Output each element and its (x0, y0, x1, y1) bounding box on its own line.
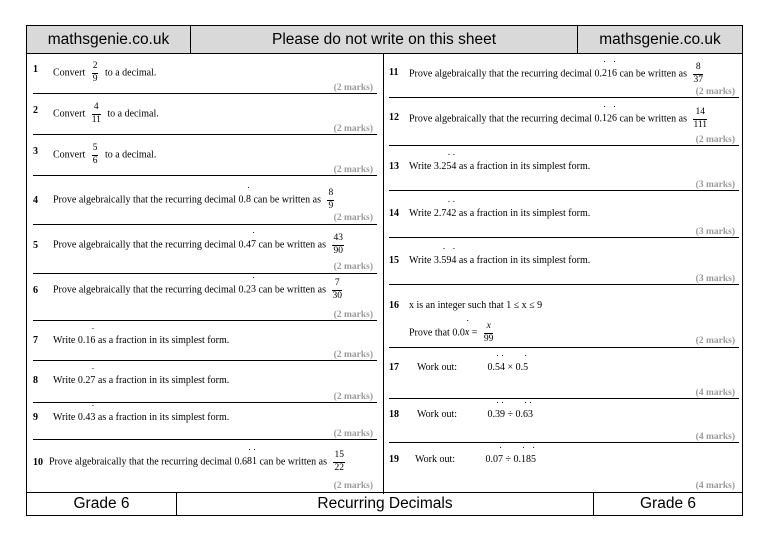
recurring-digit: ˙ 8 (246, 194, 251, 205)
marks-label: (2 marks) (333, 213, 373, 223)
answer-line (389, 398, 739, 399)
question-19: 19 Work out: 0.0˙ 7 ÷ 0.˙ 18˙ 5 (4 marks) (389, 454, 739, 492)
recurring-digit: ˙ 2 (602, 68, 607, 79)
marks-label: (2 marks) (333, 83, 373, 93)
recurring-digit: ˙ 7 (90, 375, 95, 386)
answer-line (389, 97, 739, 98)
question-9: 9 Write 0.4˙ 3 as a fraction in its simplest form. (2 marks) (33, 412, 377, 440)
question-7: 7 Write 0.1˙ 6 as a fraction in its simplest form. (2 marks) (33, 335, 377, 363)
answer-line (33, 175, 377, 176)
marks-label: (2 marks) (695, 135, 735, 145)
question-1: 1 Convert $\frac{2}{9}$ to a decimal. (2 marks) (33, 64, 377, 92)
footer-bar (27, 492, 742, 515)
question-number: 1 (33, 64, 38, 75)
marks-label: (4 marks) (695, 388, 735, 398)
question-12: 12 Prove algebraically that the recurring decimal 0.˙ 12˙ 6 can be written as $\frac{14}{111}$ (2 marks) (389, 108, 739, 142)
footer-center: Recurring Decimals (177, 493, 594, 515)
marks-label: (4 marks) (695, 432, 735, 442)
marks-label: (2 marks) (333, 165, 373, 175)
recurring-digit: ˙ 6 (612, 113, 617, 124)
header-left: mathsgenie.co.uk (27, 26, 191, 53)
expression: 0.0˙ 7 ÷ 0.˙ 18˙ 5 (486, 454, 537, 465)
recurring-digit: ˙ 3 (90, 412, 95, 423)
question-6: 6 Prove algebraically that the recurring decimal 0.2˙ 3 can be written as $\frac{7}{30}$ (2 marks) (33, 279, 377, 309)
recurring-digit: ˙ 5 (441, 255, 446, 266)
answer-line (389, 237, 739, 238)
question-17: 17 Work out: 0.˙ 5˙ 4 × 0.˙ 5 (4 marks) (389, 362, 739, 402)
marks-label: (3 marks) (695, 227, 735, 237)
marks-label: (2 marks) (333, 392, 373, 402)
answer-line (389, 284, 739, 285)
marks-label: (2 marks) (333, 429, 373, 439)
recurring-digit: ˙ 4 (451, 255, 456, 266)
question-2: 2 Convert $\frac{4}{11}$ to a decimal. (2 marks) (33, 105, 377, 133)
question-10: 10 Prove algebraically that the recurring decimal 0.6˙ 8˙ 1 can be written as $\frac{15}{22}$ (2 marks) (33, 451, 377, 491)
expression: 0.˙ 5˙ 4 × 0.˙ 5 (488, 362, 529, 373)
question-14: 14 Write 2.7˙ 4˙ 2 as a fraction in its simplest form. (3 marks) (389, 208, 739, 238)
question-13: 13 Write 3.2˙ 5˙ 4 as a fraction in its simplest form. (3 marks) (389, 161, 739, 191)
answer-line (389, 145, 739, 146)
question-18: 18 Work out: 0.˙ 3˙ 9 ÷ 0.˙ 6˙ 3 (4 marks) (389, 409, 739, 449)
answer-line (33, 402, 377, 403)
fraction: $\frac{x}{99}$ (483, 321, 494, 344)
marks-label: (2 marks) (333, 262, 373, 272)
answer-line (389, 190, 739, 191)
question-3: 3 Convert $\frac{5}{6}$ to a decimal. (2 marks) (33, 146, 377, 174)
fraction: $\frac{43}{90}$ (333, 233, 343, 256)
marks-label: (2 marks) (333, 481, 373, 491)
header-bar (27, 26, 742, 54)
recurring-digit: ˙ x (465, 327, 469, 338)
question-text: x is an integer such that 1 ≤ x ≤ 9 (409, 300, 543, 311)
fraction: $\frac{8}{37}$ (693, 62, 703, 85)
marks-label: (4 marks) (695, 481, 735, 491)
recurring-digit: ˙ 2 (451, 208, 456, 219)
header-center: Please do not write on this sheet (191, 26, 578, 53)
recurring-digit: ˙ 4 (446, 208, 451, 219)
question-16: 16 x is an integer such that 1 ≤ x ≤ 9 Prove that 0.0˙ x = $\frac{x}{99}$ (2 marks) (389, 300, 739, 348)
fraction: $\frac{5}{6}$ (92, 143, 98, 166)
column-divider (383, 53, 384, 494)
fraction: $\frac{7}{30}$ (332, 278, 342, 301)
header-right: mathsgenie.co.uk (599, 31, 721, 48)
answer-line (33, 360, 377, 361)
recurring-digit: ˙ 4 (451, 161, 456, 172)
expression: 0.˙ 3˙ 9 ÷ 0.˙ 6˙ 3 (488, 409, 534, 420)
fraction: $\frac{8}{9}$ (328, 188, 334, 211)
answer-line (33, 273, 377, 274)
question-11: 11 Prove algebraically that the recurring decimal 0.˙ 21˙ 6 can be written as $\frac{8}{37}$ (2 marks) (389, 63, 739, 97)
marks-label: (3 marks) (695, 180, 735, 190)
recurring-digit: ˙ 5 (446, 161, 451, 172)
recurring-digit: ˙ 3 (251, 284, 256, 295)
worksheet (26, 25, 743, 516)
footer-left: Grade 6 (27, 493, 177, 515)
fraction: $\frac{14}{111}$ (693, 107, 708, 130)
answer-line (33, 93, 377, 94)
marks-label: (2 marks) (695, 87, 735, 97)
recurring-digit: ˙ 6 (612, 68, 617, 79)
footer-right: Grade 6 (639, 495, 696, 512)
recurring-digit: ˙ 1 (602, 113, 607, 124)
recurring-digit: ˙ 7 (251, 239, 256, 250)
question-8: 8 Write 0.2˙ 7 as a fraction in its simplest form. (2 marks) (33, 375, 377, 403)
answer-line (33, 320, 377, 321)
answer-line (33, 134, 377, 135)
recurring-digit: ˙ 8 (247, 456, 252, 467)
fraction: $\frac{4}{11}$ (91, 102, 101, 125)
question-4: 4 Prove algebraically that the recurring decimal 0.˙ 8 can be written as $\frac{8}{9}$ (2 marks) (33, 189, 377, 219)
marks-label: (2 marks) (333, 310, 373, 320)
answer-line (33, 224, 377, 225)
marks-label: (3 marks) (695, 274, 735, 284)
recurring-digit: ˙ 6 (90, 335, 95, 346)
marks-label: (2 marks) (695, 336, 735, 346)
question-text: Convert (53, 67, 86, 79)
answer-line (389, 347, 739, 348)
fraction: $\frac{2}{9}$ (92, 61, 98, 84)
answer-line (389, 442, 739, 443)
question-5: 5 Prove algebraically that the recurring decimal 0.4˙ 7 can be written as $\frac{43}{90}$ (2 marks) (33, 234, 377, 264)
answer-line (33, 439, 377, 440)
fraction: $\frac{15}{22}$ (334, 450, 344, 473)
question-15: 15 Write 3.˙ 59˙ 4 as a fraction in its simplest form. (3 marks) (389, 255, 739, 285)
marks-label: (2 marks) (333, 124, 373, 134)
marks-label: (2 marks) (333, 350, 373, 360)
recurring-digit: ˙ 1 (252, 456, 257, 467)
